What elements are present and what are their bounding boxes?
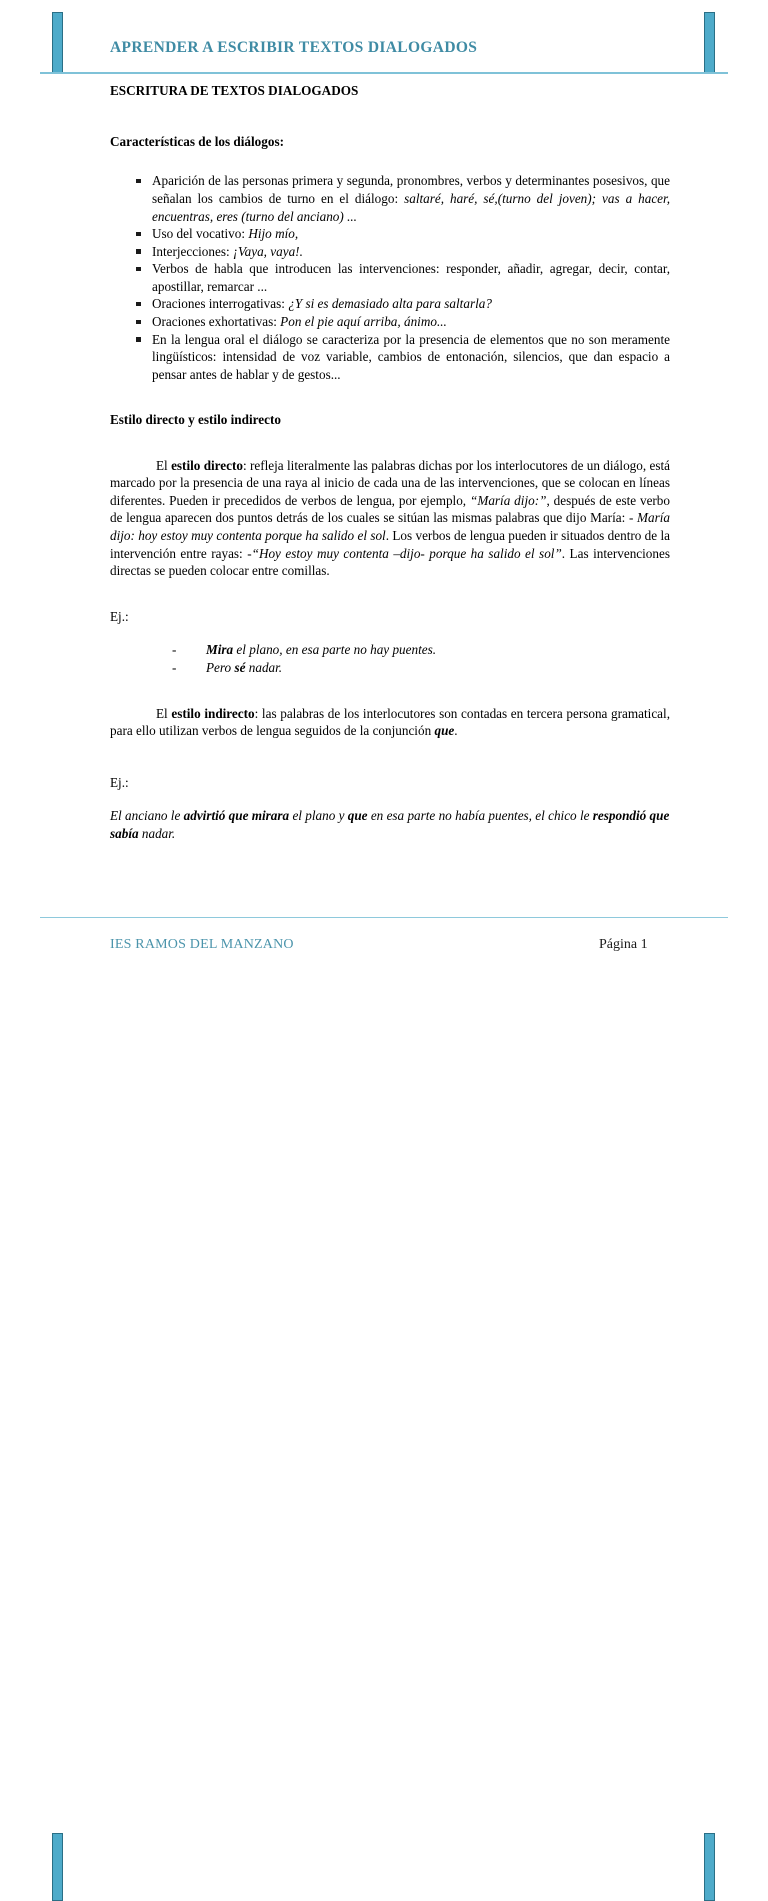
spacer bbox=[110, 625, 670, 641]
text-run: estilo directo bbox=[171, 457, 243, 473]
features-list bbox=[110, 172, 670, 383]
text-run: Hijo mío, bbox=[248, 226, 299, 242]
text-run: Pero bbox=[206, 659, 235, 675]
spacer bbox=[110, 150, 670, 172]
text-run: . bbox=[454, 723, 458, 739]
square-bullet-icon bbox=[136, 267, 141, 272]
square-bullet-icon bbox=[136, 320, 141, 325]
text-run: respondió que sabía bbox=[110, 808, 670, 841]
text-run: En la lengua oral el diálogo se caracteriza por la presencia de elementos que no son meramente lingüísticos: intensidad de voz variable, cambios de entonación, silencios, que dan espacio a pensar antes de hablar y de gestos... bbox=[152, 331, 670, 382]
styles-heading: Estilo directo y estilo indirecto bbox=[110, 412, 281, 428]
text-run: Aparición de las personas primera y segunda, pronombres, verbos y determinantes posesivos, que señalan los cambios de turno en el diálogo: bbox=[152, 173, 670, 206]
dialogue-example-item bbox=[110, 641, 670, 659]
text-run: nadar. bbox=[245, 659, 283, 675]
header-right-accent-bar bbox=[704, 12, 715, 73]
indirect-style-paragraph bbox=[110, 705, 670, 740]
text-run: ¿Y si es demasiado alta para saltarla? bbox=[288, 296, 492, 312]
text-run: Oraciones interrogativas: bbox=[152, 296, 289, 312]
square-bullet-icon bbox=[136, 179, 141, 184]
spacer bbox=[110, 740, 670, 774]
spacer bbox=[110, 99, 670, 133]
page-header bbox=[0, 0, 768, 74]
text-run: Interjecciones: bbox=[152, 243, 233, 259]
example-label-1: Ej.: bbox=[110, 608, 129, 624]
example-label-2: Ej.: bbox=[110, 774, 129, 790]
direct-style-paragraph bbox=[110, 457, 670, 580]
feature-list-item bbox=[110, 243, 670, 261]
dialogue-example-item bbox=[110, 659, 670, 677]
footer-page-number: Página 1 bbox=[599, 937, 648, 952]
document-title: APRENDER A ESCRIBIR TEXTOS DIALOGADOS bbox=[110, 39, 478, 56]
footer-right-accent-bar bbox=[704, 1833, 715, 1901]
square-bullet-icon bbox=[136, 249, 141, 254]
text-run: “Hoy estoy muy contenta –dijo- porque ha salido el sol” bbox=[251, 545, 562, 561]
feature-list-item bbox=[110, 260, 670, 295]
header-left-accent-bar bbox=[52, 12, 63, 73]
dash-marker: - bbox=[172, 659, 177, 675]
text-run: en esa parte no había puentes, el chico le bbox=[367, 808, 593, 824]
spacer bbox=[110, 677, 670, 705]
spacer bbox=[110, 383, 670, 411]
text-run: Uso del vocativo: bbox=[152, 226, 249, 242]
indirect-example-text bbox=[110, 807, 670, 842]
spacer bbox=[110, 580, 670, 608]
text-run: “María dijo:” bbox=[470, 492, 547, 508]
text-run: ¡Vaya, vaya!. bbox=[232, 243, 303, 259]
document-body bbox=[110, 82, 670, 843]
square-bullet-icon bbox=[136, 232, 141, 237]
text-run: Oraciones exhortativas: bbox=[152, 314, 281, 330]
feature-list-item bbox=[110, 295, 670, 313]
spacer bbox=[110, 791, 670, 807]
feature-list-item bbox=[110, 313, 670, 331]
text-run: . Las intervenciones directas se pueden colocar entre comillas. bbox=[110, 545, 670, 579]
feature-list-item bbox=[110, 225, 670, 243]
text-run: El bbox=[156, 457, 172, 473]
text-run: El anciano le bbox=[110, 808, 184, 824]
text-run: que bbox=[347, 808, 368, 824]
text-run: nadar. bbox=[138, 825, 176, 841]
footer-divider bbox=[40, 917, 728, 918]
section-title: ESCRITURA DE TEXTOS DIALOGADOS bbox=[110, 83, 359, 98]
text-run: sé bbox=[234, 659, 246, 675]
text-run: advirtió que mirara bbox=[183, 808, 290, 824]
text-run: El bbox=[156, 705, 172, 721]
dialogue-example-list bbox=[110, 641, 670, 676]
feature-list-item bbox=[110, 331, 670, 384]
text-run: estilo indirecto bbox=[171, 705, 255, 721]
footer-organization: IES RAMOS DEL MANZANO bbox=[110, 937, 294, 952]
text-run: el plano y bbox=[289, 808, 348, 824]
header-divider bbox=[40, 72, 728, 74]
text-run: : las palabras de los interlocutores son contadas en tercera persona gramatical, para ello utilizan verbos de lengua seguidos de la conjunción bbox=[110, 705, 670, 739]
text-run: Verbos de habla que introducen las intervenciones: responder, añadir, agregar, decir, contar, apostillar, remarcar ... bbox=[152, 261, 670, 294]
text-run: , después de este verbo de lengua aparecen dos puntos detrás de los cuales se sitúan las mismas palabras que dijo María: - bbox=[110, 492, 670, 526]
features-heading: Características de los diálogos: bbox=[110, 134, 284, 150]
text-run: María dijo: hoy estoy muy contenta porque ha salido el sol bbox=[110, 510, 670, 543]
text-run: Pon el pie aquí arriba, ánimo... bbox=[280, 314, 447, 330]
spacer bbox=[110, 429, 670, 457]
text-run: Mira bbox=[206, 642, 234, 658]
square-bullet-icon bbox=[136, 337, 141, 342]
dash-marker: - bbox=[172, 642, 177, 658]
square-bullet-icon bbox=[136, 302, 141, 307]
text-run: que bbox=[434, 723, 455, 739]
feature-list-item bbox=[110, 172, 670, 225]
footer-left-accent-bar bbox=[52, 1833, 63, 1901]
text-run: . Los verbos de lengua pueden ir situados dentro de la intervención entre rayas: - bbox=[110, 527, 670, 561]
text-run: el plano, en esa parte no hay puentes. bbox=[233, 642, 437, 658]
text-run: : refleja literalmente las palabras dichas por los interlocutores de un diálogo, está marcado por la presencia de una raya al inicio de cada una de las intervenciones, que se colocan en líneas diferentes. Pueden ir precedidos de verbos de lengua, por ejemplo, bbox=[110, 457, 670, 508]
text-run: saltaré, haré, sé,(turno del joven); vas a hacer, encuentras, eres (turno del anciano) ... bbox=[152, 190, 670, 224]
page-footer bbox=[0, 915, 768, 994]
